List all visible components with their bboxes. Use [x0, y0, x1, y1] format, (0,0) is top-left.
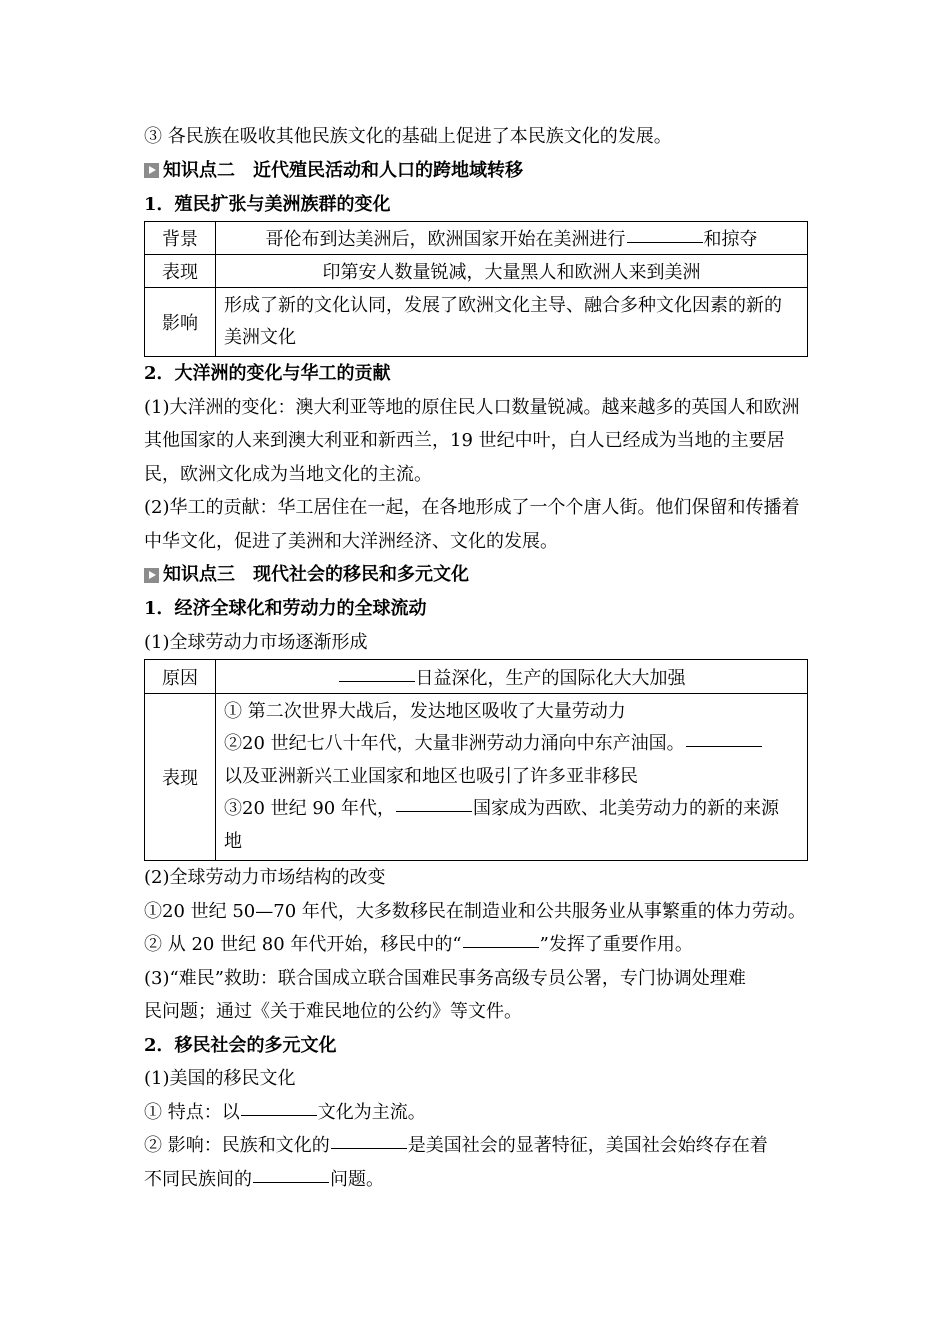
cell-text: 哥伦布到达美洲后，欧洲国家开始在美洲进行: [265, 229, 626, 250]
text-run: ② 影响：民族和文化的: [144, 1135, 330, 1156]
row-key: 影响: [145, 288, 216, 357]
cell-text: 日益深化，生产的国际化大大加强: [415, 667, 686, 689]
subheading: 2．移民社会的多元文化: [144, 1034, 337, 1056]
subheading-minor: (1)全球劳动力市场逐渐形成: [144, 631, 368, 653]
subheading: 2．大洋洲的变化与华工的贡献: [144, 363, 391, 384]
subheading-minor: (1)美国的移民文化: [144, 1068, 296, 1089]
fill-blank: [339, 680, 415, 682]
section-title: 知识点二 近代殖民活动和人口的跨地域转移: [163, 159, 523, 181]
subheading: 1．殖民扩张与美洲族群的变化: [144, 193, 391, 215]
fill-blank: [627, 241, 703, 243]
intro-line: ③ 各民族在吸收其他民族文化的基础上促进了本民族文化的发展。: [144, 126, 672, 147]
cell-line: [224, 793, 799, 826]
cell-text: 形成了新的文化认同，发展了欧洲文化主导、融合多种文化因素的新的美洲文化: [224, 294, 782, 348]
table-row: [145, 660, 808, 694]
row-key: 表现: [145, 255, 216, 288]
paragraph: [144, 1129, 808, 1163]
fill-blank: [241, 1114, 317, 1116]
paragraph: [144, 1163, 808, 1197]
row-key: 原因: [145, 660, 216, 694]
paragraph: ①20 世纪 50—70 年代，大多数移民在制造业和公共服务业从事繁重的体力劳动。: [144, 900, 806, 922]
table-row: [145, 288, 808, 357]
text-run: ② 从 20 世纪 80 年代开始，移民中的“: [144, 934, 462, 955]
labor-table: [144, 659, 808, 861]
table-row: [145, 694, 808, 861]
cell-line: ① 第二次世界大战后，发达地区吸收了大量劳动力: [224, 700, 626, 722]
paragraph: [144, 1096, 808, 1130]
cell-text: ②20 世纪七八十年代，大量非洲劳动力涌向中东产油国。: [224, 733, 685, 755]
text-run: ① 特点：以: [144, 1101, 240, 1123]
text-run: 是美国社会的显著特征，美国社会始终存在着: [407, 1135, 768, 1156]
colonial-table: [144, 221, 808, 357]
paragraph: 民问题；通过《关于难民地位的公约》等文件。: [144, 1001, 522, 1022]
paragraph: (3)“难民”救助：联合国成立联合国难民事务高级专员公署，专门协调处理难: [144, 967, 746, 989]
paragraph: (2)华工的贡献：华工居住在一起，在各地形成了一个个唐人街。他们保留和传播着中华文化，促进了美洲和大洋洲经济、文化的发展。: [144, 497, 800, 552]
cell-text: 和掠夺: [703, 229, 758, 250]
fill-blank: [686, 745, 762, 747]
row-value: [216, 288, 808, 357]
paragraph: [144, 928, 808, 962]
subheading-minor: (2)全球劳动力市场结构的改变: [144, 867, 386, 888]
paragraph: (1)大洋洲的变化：澳大利亚等地的原住民人口数量锐减。越来越多的英国人和欧洲其他国家的人来到澳大利亚和新西兰，19 世纪中叶，白人已经成为当地的主要居民，欧洲文化成为当地文化的主流。: [144, 396, 800, 485]
cell-line: 地: [224, 830, 242, 852]
fill-blank: [463, 946, 539, 948]
text-run: 不同民族间的: [144, 1168, 252, 1190]
fill-blank: [253, 1181, 329, 1183]
row-value: [216, 694, 808, 861]
cell-line: [224, 728, 799, 761]
text-run: ”发挥了重要作用。: [539, 934, 693, 955]
subheading: 1．经济全球化和劳动力的全球流动: [144, 598, 427, 619]
cell-text: ③20 世纪 90 年代，: [224, 798, 395, 820]
fill-blank: [331, 1147, 407, 1149]
text-run: 问题。: [330, 1168, 384, 1190]
section-title: 知识点三 现代社会的移民和多元文化: [163, 564, 469, 585]
row-value: [216, 660, 808, 694]
row-key: 表现: [145, 694, 216, 861]
section-heading-2: [144, 154, 808, 188]
play-triangle-icon: [144, 163, 159, 178]
text-run: 文化为主流。: [317, 1101, 426, 1123]
table-row: [145, 222, 808, 255]
document-content: [144, 120, 808, 1196]
fill-blank: [396, 810, 472, 812]
play-triangle-icon: [144, 568, 159, 583]
row-key: 背景: [145, 222, 216, 255]
row-value: [216, 222, 808, 255]
table-row: [145, 255, 808, 288]
row-value: 印第安人数量锐减，大量黑人和欧洲人来到美洲: [216, 255, 808, 288]
cell-text: 国家成为西欧、北美劳动力的新的来源: [472, 798, 779, 820]
cell-line: 以及亚洲新兴工业国家和地区也吸引了许多亚非移民: [224, 765, 638, 787]
section-heading-3: [144, 558, 808, 592]
